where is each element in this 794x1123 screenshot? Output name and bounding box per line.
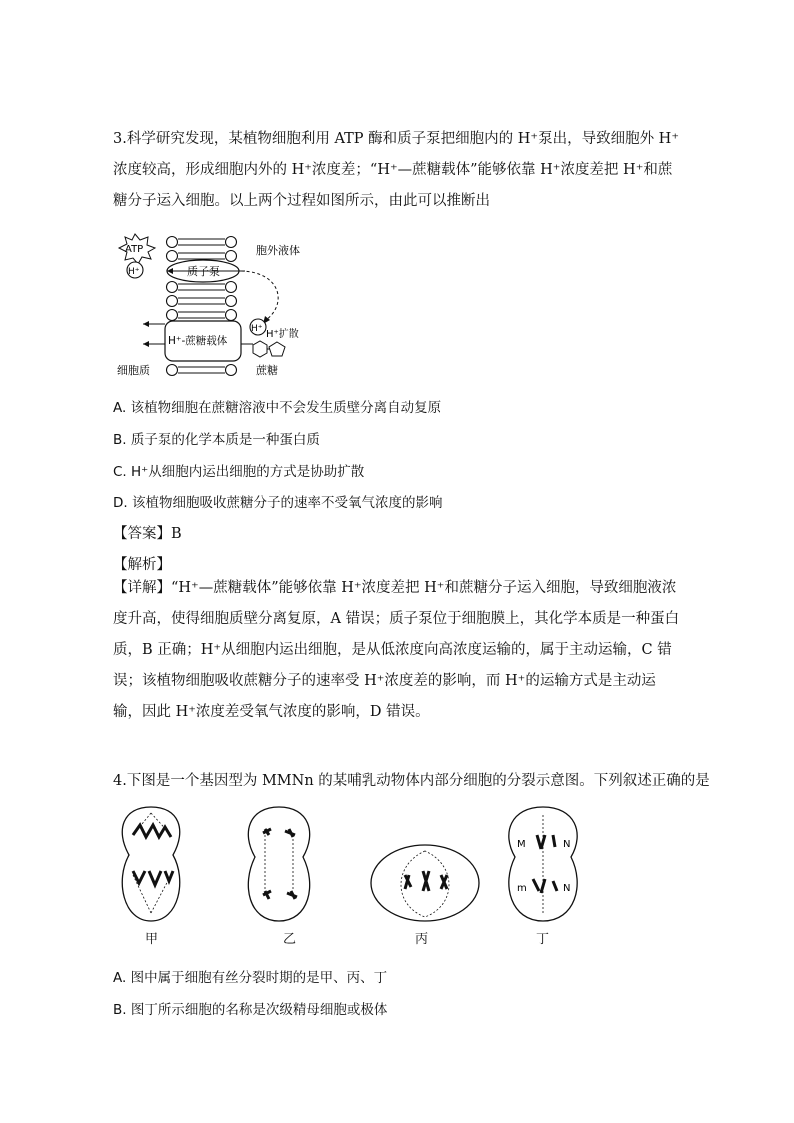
q3-option-d: D. 该植物细胞吸收蔗糖分子的速率不受氧气浓度的影响 — [113, 495, 443, 511]
q4-option-a: A. 图中属于细胞有丝分裂时期的是甲、丙、丁 — [113, 970, 388, 986]
cell-jia — [122, 807, 179, 921]
cell-label-yi: 乙 — [283, 932, 297, 947]
sucrose-hexagon-icon — [253, 341, 267, 357]
cell-ding — [509, 807, 577, 921]
membrane-transport-diagram — [113, 232, 313, 382]
gene-label-m-lower: m — [517, 883, 527, 894]
gene-label-m-upper: M — [517, 839, 526, 850]
diffusion-path — [241, 271, 278, 322]
q3-detail: 【详解】“H⁺—蔗糖载体”能够依靠 H⁺浓度差把 H⁺和蔗糖分子运入细胞，导致细胞液浓度升高，使得细胞质壁分离复原，A 错误；质子泵位于细胞膜上，其化学本质是一种蛋白质，B 正确；H⁺从细胞内运出细胞，是从低浓度向高浓度运输的，属于主动运输，C 错误；该植物细胞吸收蔗糖分子的速率受 H⁺浓度差的影响，而 H⁺的运输方式是主动运输，因此 H⁺浓度差受氧气浓度的影响，D 错误。 — [113, 580, 680, 720]
cytoplasm-label: 细胞质 — [117, 364, 150, 377]
cell-division-figure — [113, 805, 583, 925]
q3-analysis-label: 【解析】 — [113, 557, 171, 573]
q4-option-b: B. 图丁所示细胞的名称是次级精母细胞或极体 — [113, 1002, 388, 1018]
sucrose-pentagon-icon — [269, 342, 285, 356]
outside-label: 胞外液体 — [256, 244, 300, 257]
q3-answer: 【答案】B — [113, 526, 182, 542]
cell-yi — [248, 807, 309, 921]
atp-label: ATP — [125, 244, 144, 255]
q3-option-a: A. 该植物细胞在蔗糖溶液中不会发生质壁分离自动复原 — [113, 400, 442, 416]
gene-label-n-upper: N — [563, 839, 571, 850]
q3-option-c: C. H⁺从细胞内运出细胞的方式是协助扩散 — [113, 464, 365, 480]
q3-option-b: B. 质子泵的化学本质是一种蛋白质 — [113, 432, 320, 448]
q3-stem: 3.科学研究发现，某植物细胞利用 ATP 酶和质子泵把细胞内的 H⁺泵出，导致细胞外 H⁺浓度较高，形成细胞内外的 H⁺浓度差；“H⁺—蔗糖载体”能够依靠 H⁺浓度差把 H⁺和蔗糖分子运入细胞。以上两个过程如图所示，由此可以推断出 — [113, 131, 679, 209]
cell-bing — [371, 845, 479, 921]
h-ion-right-label: H⁺ — [251, 324, 263, 334]
sucrose-label: 蔗糖 — [256, 364, 278, 377]
h-diffuse-label: H⁺扩散 — [266, 329, 299, 340]
q4-stem: 4.下图是一个基因型为 MMNn 的某哺乳动物体内部分细胞的分裂示意图。下列叙述正确的是 — [113, 773, 710, 789]
carrier-label: H⁺-蔗糖载体 — [168, 335, 228, 347]
cell-label-bing: 丙 — [415, 932, 429, 947]
gene-label-n-lower: N — [563, 883, 571, 894]
pump-label: 质子泵 — [187, 265, 220, 278]
cell-label-ding: 丁 — [536, 932, 550, 947]
h-ion-left-label: H⁺ — [128, 267, 140, 277]
cell-label-jia: 甲 — [145, 932, 159, 947]
